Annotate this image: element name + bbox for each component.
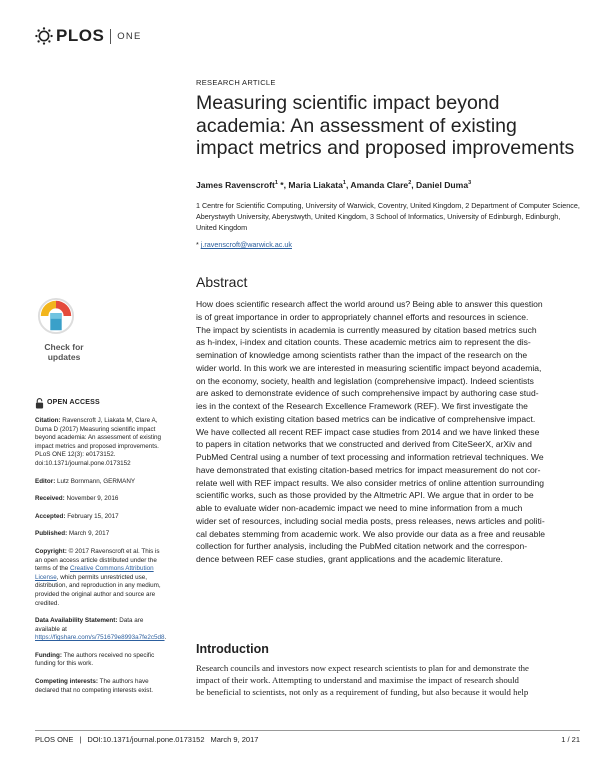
copyright-block (35, 548, 163, 608)
footer-doi[interactable]: DOI:10.1371/journal.pone.0173152 (87, 735, 205, 744)
brand-name: PLOS (56, 26, 105, 45)
abstract-line: How does scientific research affect the world around us? Being able to answer this question (196, 299, 543, 309)
article-metadata-sidebar (35, 398, 167, 704)
editor-block (35, 478, 163, 487)
abstract-line: on the economy, society, health and legislation (comprehensive impact). Indeed scientists (196, 375, 534, 386)
open-access-label (35, 398, 163, 409)
competing-interests-block (35, 678, 163, 695)
intro-line: Research councils and investors now expect research scientists to plan for and demonstrate the (196, 663, 529, 673)
author-affil-marker: 2 (408, 180, 412, 187)
published-block (35, 530, 163, 539)
copyright-post: , which permits unrestricted use, distribution, and reproduction in any medium, provided the original author and source are credited. (35, 573, 161, 607)
editor-label: Editor: (35, 477, 56, 485)
published-label: Published: (35, 530, 68, 538)
check-updates-label (37, 342, 91, 362)
abstract-line: scientific works, such as those provided by the Altmetric API. We argue that in order to be (196, 490, 534, 501)
citation-label: Citation: (35, 417, 61, 424)
crossmark-icon (37, 297, 75, 335)
abstract-heading: Abstract (196, 274, 248, 290)
plos-one-logo[interactable] (35, 26, 141, 46)
abstract-line: The impact by scientists in academia is currently measured by citation based metrics such (196, 324, 537, 335)
email-link[interactable]: j.ravenscroft@warwick.ac.uk (200, 240, 292, 249)
citation-text: Ravenscroft J, Liakata M, Clare A, Duma D (2017) Measuring scientific impact beyond academia: An assessment of existing impact metrics and proposed improvements. PLoS ONE 12(3): e0173152. doi:10.1371/journal.pone.0173152 (35, 417, 162, 467)
author-name[interactable]: Maria Liakata (288, 180, 343, 190)
data-availability-end: . (164, 634, 167, 642)
author-affil-marker: 1 (342, 180, 346, 187)
license-link[interactable]: Creative Commons Attribution License (35, 565, 154, 581)
accepted-text: February 15, 2017 (65, 512, 119, 520)
citation-block (35, 417, 163, 469)
abstract-line: cal debates stemming from academic work. We also provide our data as a free and reusable (196, 528, 546, 539)
footer-separator: | (79, 735, 82, 744)
footer-divider (35, 730, 580, 731)
author-affil-marker: 1 (274, 180, 278, 187)
author-separator: *, (277, 180, 289, 190)
author-separator: , (345, 180, 351, 190)
plos-logo-icon (35, 27, 53, 45)
data-availability-label: Data Availability Statement: (35, 617, 118, 625)
figshare-link[interactable]: https://figshare.com/s/751679e8993a7fe2c5d8 (35, 634, 165, 642)
author-name[interactable]: Daniel Duma (416, 180, 469, 190)
copyright-pre: © 2017 Ravenscroft et al. This is an open access article distributed under the terms of the (35, 547, 160, 573)
footer-journal: PLOS ONE (35, 735, 74, 744)
abstract-line: PubMed Central using a number of text processing and information retrieval techniques. We (196, 452, 544, 462)
received-text: November 9, 2016 (64, 495, 119, 503)
journal-name: ONE (117, 30, 142, 42)
author-list (196, 180, 471, 190)
author-affil-marker: 3 (468, 180, 472, 187)
abstract-body (196, 298, 571, 566)
copyright-label: Copyright: (35, 547, 67, 555)
footer-date: March 9, 2017 (210, 735, 259, 744)
open-lock-icon (35, 398, 44, 409)
data-availability-block (35, 617, 167, 643)
abstract-line: as h-index, i-index and citation counts. These academic metrics aim to represent the dis- (196, 337, 531, 348)
intro-line: impact of their work. Attempting to understand and maximise the impact of research should (196, 675, 519, 686)
abstract-line: ies in the context of the Research Excellence Framework (REF). We first investigate the (196, 401, 528, 411)
data-availability-text: Data are available at (35, 617, 144, 633)
author-name[interactable]: Amanda Clare (350, 180, 409, 190)
funding-label: Funding: (35, 651, 62, 659)
abstract-line: wider world. In this work we are interested in measuring scientific impact beyond academia, (196, 362, 542, 373)
competing-interests-label: Competing interests: (35, 678, 98, 686)
check-updates-line2: updates (47, 352, 81, 362)
published-text: March 9, 2017 (67, 530, 110, 538)
editor-text: Lutz Bornmann, GERMANY (55, 477, 136, 485)
introduction-heading: Introduction (196, 642, 269, 656)
abstract-line: is of great importance in order to appropriately channel efforts and resources in science. (196, 311, 529, 322)
author-name[interactable]: James Ravenscroft (196, 180, 275, 190)
received-block (35, 495, 163, 504)
email-marker: * (196, 240, 201, 249)
footer-citation (35, 735, 264, 744)
abstract-line: extent to which existing citation based metrics can be indicative of comprehensive impact. (196, 413, 536, 424)
corresponding-email (196, 240, 292, 249)
abstract-line: dence between REF case studies, grant applications and the academic literature. (196, 554, 503, 564)
article-title: Measuring scientific impact beyond academia: An assessment of existing impact metrics and proposed improvements (196, 92, 575, 159)
accepted-label: Accepted: (35, 512, 66, 520)
intro-line: be beneficial to scientists, not only as a requirement of funding, but also because it would help (196, 687, 529, 698)
abstract-line: wider set of resources, including social media posts, press releases, news articles and politi- (196, 515, 545, 526)
funding-block (35, 652, 163, 669)
logo-divider (110, 29, 111, 44)
abstract-line: semination of knowledge among scientists rather than the impact of the research on the (196, 350, 528, 360)
article-type: RESEARCH ARTICLE (196, 78, 276, 87)
abstract-line: relate well with REF impact results. We also consider metrics of online attention surrounding (196, 477, 545, 488)
received-label: Received: (35, 495, 65, 503)
page-number: 1 / 21 (561, 735, 580, 744)
abstract-line: We have collected all recent REF impact case studies from 2014 and we have linked these (196, 426, 540, 437)
affiliations: 1 Centre for Scientific Computing, University of Warwick, Coventry, United Kingdom, 2 Department of Computer Science, Aberystwyth University, Aberystwyth, United Kingdom, 3 School of Informatics, University of Edinburgh, Edinburgh, United Kingdom (196, 201, 580, 232)
introduction-body (196, 662, 576, 699)
abstract-line: collection for further analysis, including the PubMed citation network and the correspon- (196, 541, 528, 552)
abstract-line: to papers in citation networks that we constructed and derived from CiteSeerX, arXiv and (196, 439, 532, 450)
accepted-block (35, 513, 163, 522)
open-access-text: OPEN ACCESS (47, 399, 100, 407)
abstract-line: able to evaluate wider non-academic impact we need to mine information from a much (196, 503, 523, 513)
abstract-line: have demonstrated that existing citation-based metrics for impact measurement do not cor- (196, 464, 541, 475)
funding-text: The authors received no specific funding for this work. (35, 651, 155, 668)
author-separator: , (411, 180, 417, 190)
check-updates-line1: Check for (44, 342, 84, 352)
competing-interests-text: The authors have declared that no competing interests exist. (35, 678, 153, 694)
abstract-line: are asked to demonstrate evidence of such comprehensive impact by authoring case stud- (196, 388, 539, 399)
check-for-updates-badge[interactable] (37, 297, 91, 362)
